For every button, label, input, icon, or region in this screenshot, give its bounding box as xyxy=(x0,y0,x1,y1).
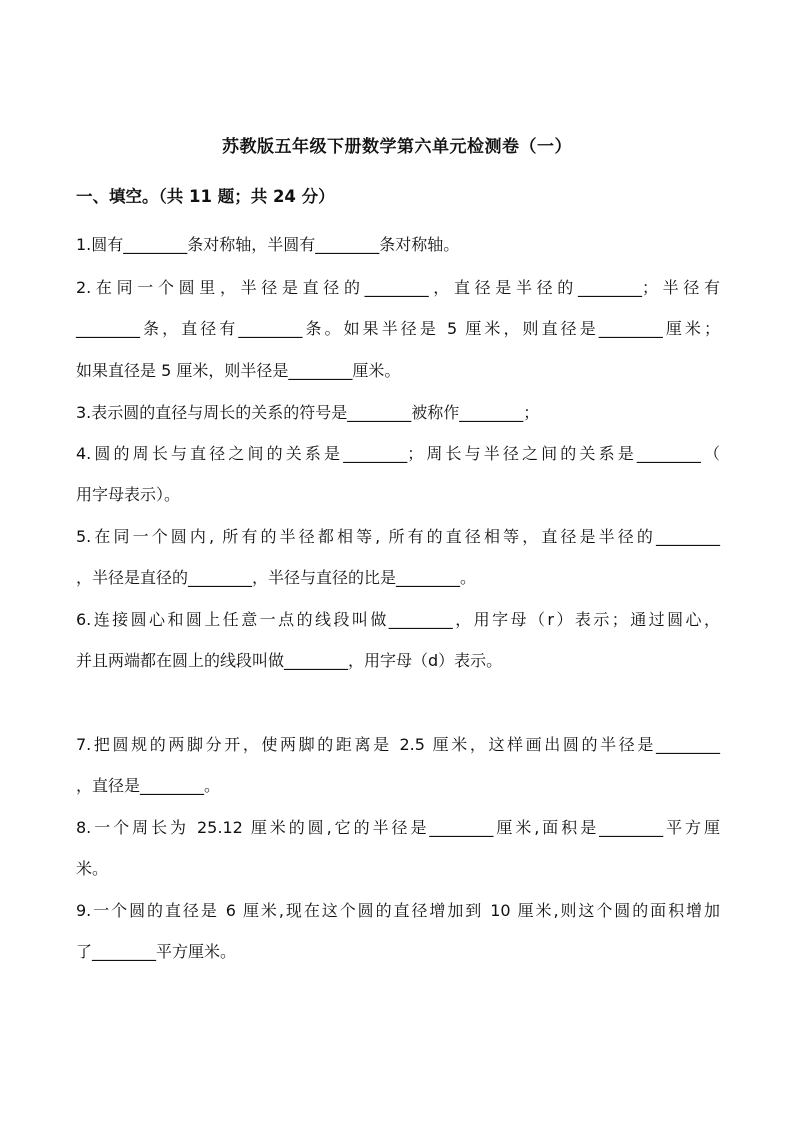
question-2-line-3: 如果直径是 5 厘米，则半径是________厘米。 xyxy=(76,361,401,380)
question-1-line: 1.圆有________条对称轴，半圆有________条对称轴。 xyxy=(76,235,460,254)
question-5-line-1: 5.在同一个圆内, 所有的半径都相等, 所有的直径相等，直径是半径的________ xyxy=(76,527,720,546)
question-3-line: 3.表示圆的直径与周长的关系的符号是________被称作________； xyxy=(76,403,540,422)
question-7-line-1: 7.把圆规的两脚分开，使两脚的距离是 2.5 厘米，这样画出圆的半径是________ xyxy=(76,735,720,754)
question-8-line-2: 米。 xyxy=(76,859,109,878)
question-2-line-2: ________条，直径有________条。如果半径是 5 厘米，则直径是________厘米； xyxy=(76,319,720,338)
question-9-line-2: 了________平方厘米。 xyxy=(76,942,237,961)
question-9-line-1: 9.一个圆的直径是 6 厘米,现在这个圆的直径增加到 10 厘米,则这个圆的面积增加 xyxy=(76,901,720,920)
document-title: 苏教版五年级下册数学第六单元检测卷（一） xyxy=(222,137,572,157)
question-4-line-2: 用字母表示）。 xyxy=(76,485,181,504)
question-7-line-2: ，直径是________。 xyxy=(76,776,221,795)
question-6-line-1: 6.连接圆心和圆上任意一点的线段叫做________，用字母（r）表示；通过圆心， xyxy=(76,610,720,629)
question-2-line-1: 2.在同一个圆里，半径是直径的________，直径是半径的________；半径有 xyxy=(76,278,720,297)
question-6-line-2: 并且两端都在圆上的线段叫做________，用字母（d）表示。 xyxy=(76,651,503,670)
question-8-line-1: 8.一个周长为 25.12 厘米的圆,它的半径是________厘米,面积是________平方厘 xyxy=(76,818,720,837)
question-4-line-1: 4.圆的周长与直径之间的关系是________；周长与半径之间的关系是________（ xyxy=(76,444,720,463)
question-5-line-2: ，半径是直径的________，半径与直径的比是________。 xyxy=(76,568,477,587)
section-heading: 一、填空。（共 11 题；共 24 分） xyxy=(76,187,335,206)
